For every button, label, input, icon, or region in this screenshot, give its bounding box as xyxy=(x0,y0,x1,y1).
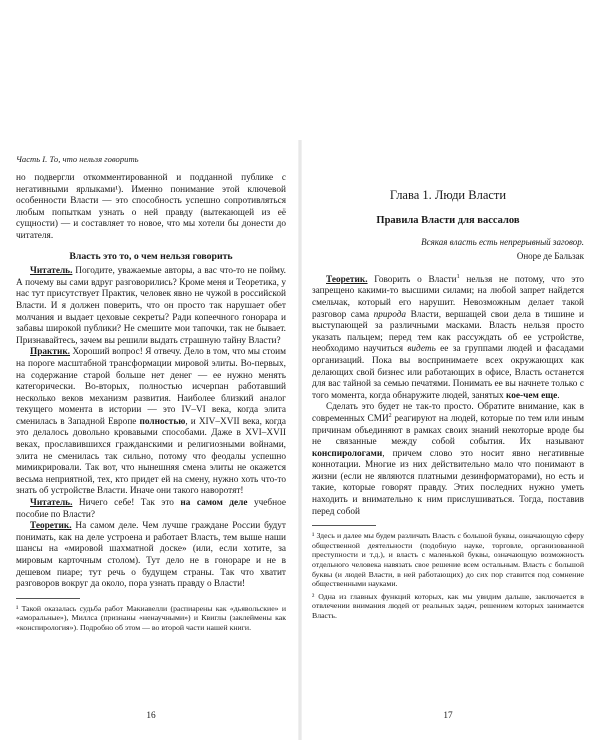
speaker-label: Читатель. xyxy=(30,266,73,277)
chapter-subtitle: Правила Власти для вассалов xyxy=(376,215,520,226)
dialogue-text: Погодите, уважаемые авторы, а вас что-то не пойму. А почему вы сами вдруг разговорились? Кроме меня и Теоретика, у нас тут присутствует Практик, человек явно не чужой в российской Власти. И я должен поверить, что он просто так нарушает обет молчания и выдает цеховые секреты? Ради копеечного гонорара и забавы широкой публики? Не смешите мои тапочки, так не бывает. Признавайтесь, зачем вы решили выдать страшную тайну Власти? xyxy=(16,266,286,346)
dialogue-theorist xyxy=(312,275,584,403)
paragraph-text: реагируют на людей, которые по тем или иным причинам объединяют в рамках своих знаний некоторые вроде бы не связанные между собой события. Их называют xyxy=(312,413,584,448)
running-head: Часть I. То, что нельзя говорить xyxy=(16,154,139,164)
footnote-divider xyxy=(312,525,376,526)
dialogue-reader-1 xyxy=(16,266,286,347)
epigraph-author: Оноре де Бальзак xyxy=(516,251,584,262)
dialogue-text: Ничего себе! Так это xyxy=(72,498,181,509)
dialogue-text: ее за группами людей и фасадами организаций. Пока вы воспринимаете всех окружающих как делающих свой бизнес или работающих в офисе, Власть останется для вас тайной за семью печатями. Понимать ее вы начнете только с того момента, когда обнаружите людей, занятых xyxy=(312,344,584,401)
paragraph: но подвергли откомментированной и подданной публике с негативными ярлыками¹). Именно понимание этой ключевой особенности Власти — это способность успешно сопротивляться любым попыткам узнать о ней правду (вытекающей из её сущности) — и составляет то новое, что мы хотели бы донести до читателя. xyxy=(16,173,286,241)
chapter-title: Глава 1. Люди Власти xyxy=(389,188,507,202)
book-gutter xyxy=(298,140,302,740)
dialogue-text: нельзя не потому, что это запрещено какими-то высшими силами; на любой запрет найдется смельчак, который его нарушит. Невозможным делает такой разговор сама xyxy=(312,274,584,320)
left-page xyxy=(16,140,286,745)
footnote: ¹ Такой оказалась судьба работ Макиавелли (распиарены как «дьявольские» и «аморальные»), Миллса (признаны «ненаучными») и Квиглы (заклеймены как «конспирология»). Подробно об этом — во второй части нашей книги. xyxy=(16,603,286,632)
emphasis: природа xyxy=(373,309,407,320)
speaker-label: Практик. xyxy=(30,347,71,358)
dialogue-reader-2 xyxy=(16,498,286,521)
epigraph: Всякая власть есть непрерывный заговор. xyxy=(421,236,584,247)
speaker-label: Теоретик. xyxy=(326,274,368,285)
dialogue-practitioner xyxy=(16,347,286,498)
dialogue-theorist xyxy=(16,521,286,591)
footnote-mark: 1 xyxy=(456,273,460,280)
dialogue-text: Хороший вопрос! Я отвечу. Дело в том, что мы стоим на пороге масштабной трансформации мировой элиты. Во-первых, на содержание старой больше нет денег — ее нужно менять категорически. Во-вторых, полностью исчерпан работавший несколько веков механизм развития. Наиболее близкий аналог текущего момента в истории — это IV–VI века, когда элита сменилась в Западной Европе xyxy=(16,347,286,427)
emphasis: на самом деле xyxy=(180,498,248,509)
emphasis: видеть xyxy=(407,344,436,355)
dialogue-text: , и XIV–XVII века, когда это делалось довольно кровавыми способами. Даже в XVI–XVII веках, прославившихся гражданскими и религиозными войнами, элита не сменилась так сильно, потому что феодалы успешно мимикрировали. Так вот, что нынешняя смена элиты не окажется весьма неприятной, тех, кто придет ей на смену, нужно хоть что-то знать об устройстве Власти. Иначе они такого наворотят! xyxy=(16,416,286,497)
right-page xyxy=(312,140,584,745)
dialogue-text: На самом деле. Чем лучше граждане России будут понимать, как на деле устроена и работает Власть, тем выше наши шансы на «мировой шахматной доске» (или, если хотите, за мировым карточным столом). Тут дело не в гонораре и не в дешевом пиаре; тут речь о будущем страны. Так что хватит разговоров вокруг да около, пора узнать правду о Власти! xyxy=(16,521,286,590)
speaker-label: Теоретик. xyxy=(30,521,72,532)
footnote-divider xyxy=(16,598,80,599)
paragraph-text: , причем слово это носит явно негативные коннотации. Многие из них действительно мало что понимают в жизни (если не являются платными дезинформаторами), но есть и такие, которые говорят правду. Этих последних нужно уметь находить и внимательно к ним прислушиваться. Тогда, поставив перед собой xyxy=(312,448,584,517)
footnote: ¹ Здесь и далее мы будем различать Власть с большой буквы, означающую сферу общественной деятельности (подобную науке, торговле, организованной преступности и т.д.), и власть с маленькой буквы, означающую возможность отдельного человека навязать свое решение всем остальным. Власть с большой буквы (и людей Власти, в ней работающих) до сих пор ставится под сомнение общественными науками. xyxy=(312,531,584,589)
emphasis: полностью xyxy=(139,416,186,427)
paragraph-text: Сделать это будет не так-то просто. Обратите внимание, как в современных СМИ xyxy=(312,402,584,424)
section-title: Власть это то, о чем нельзя говорить xyxy=(69,250,233,262)
dialogue-text: Власти, вершащей свои дела в тишине и выступающей за различными масками. Власть нельзя просто указать пальцем; перед тем как рассуждать об ее устройстве, необходимо научиться xyxy=(312,309,585,355)
paragraph xyxy=(312,402,584,518)
dialogue-text: учебное пособие по Власти? xyxy=(16,498,286,520)
emphasis: кое-чем еще xyxy=(506,390,558,401)
emphasis: конспирологами xyxy=(312,448,383,459)
page-number: 16 xyxy=(146,711,156,722)
dialogue-text: . xyxy=(557,390,560,401)
page-number: 17 xyxy=(443,711,453,722)
footnote: ² Одна из главных функций которых, как мы увидим дальше, заключается в отвлечении внимания людей от реальных задач, решением которых занимается Власть. xyxy=(312,591,584,620)
speaker-label: Читатель. xyxy=(30,498,73,509)
dialogue-text: Говорить о Власти xyxy=(367,274,457,285)
footnote-mark: 2 xyxy=(388,412,392,419)
